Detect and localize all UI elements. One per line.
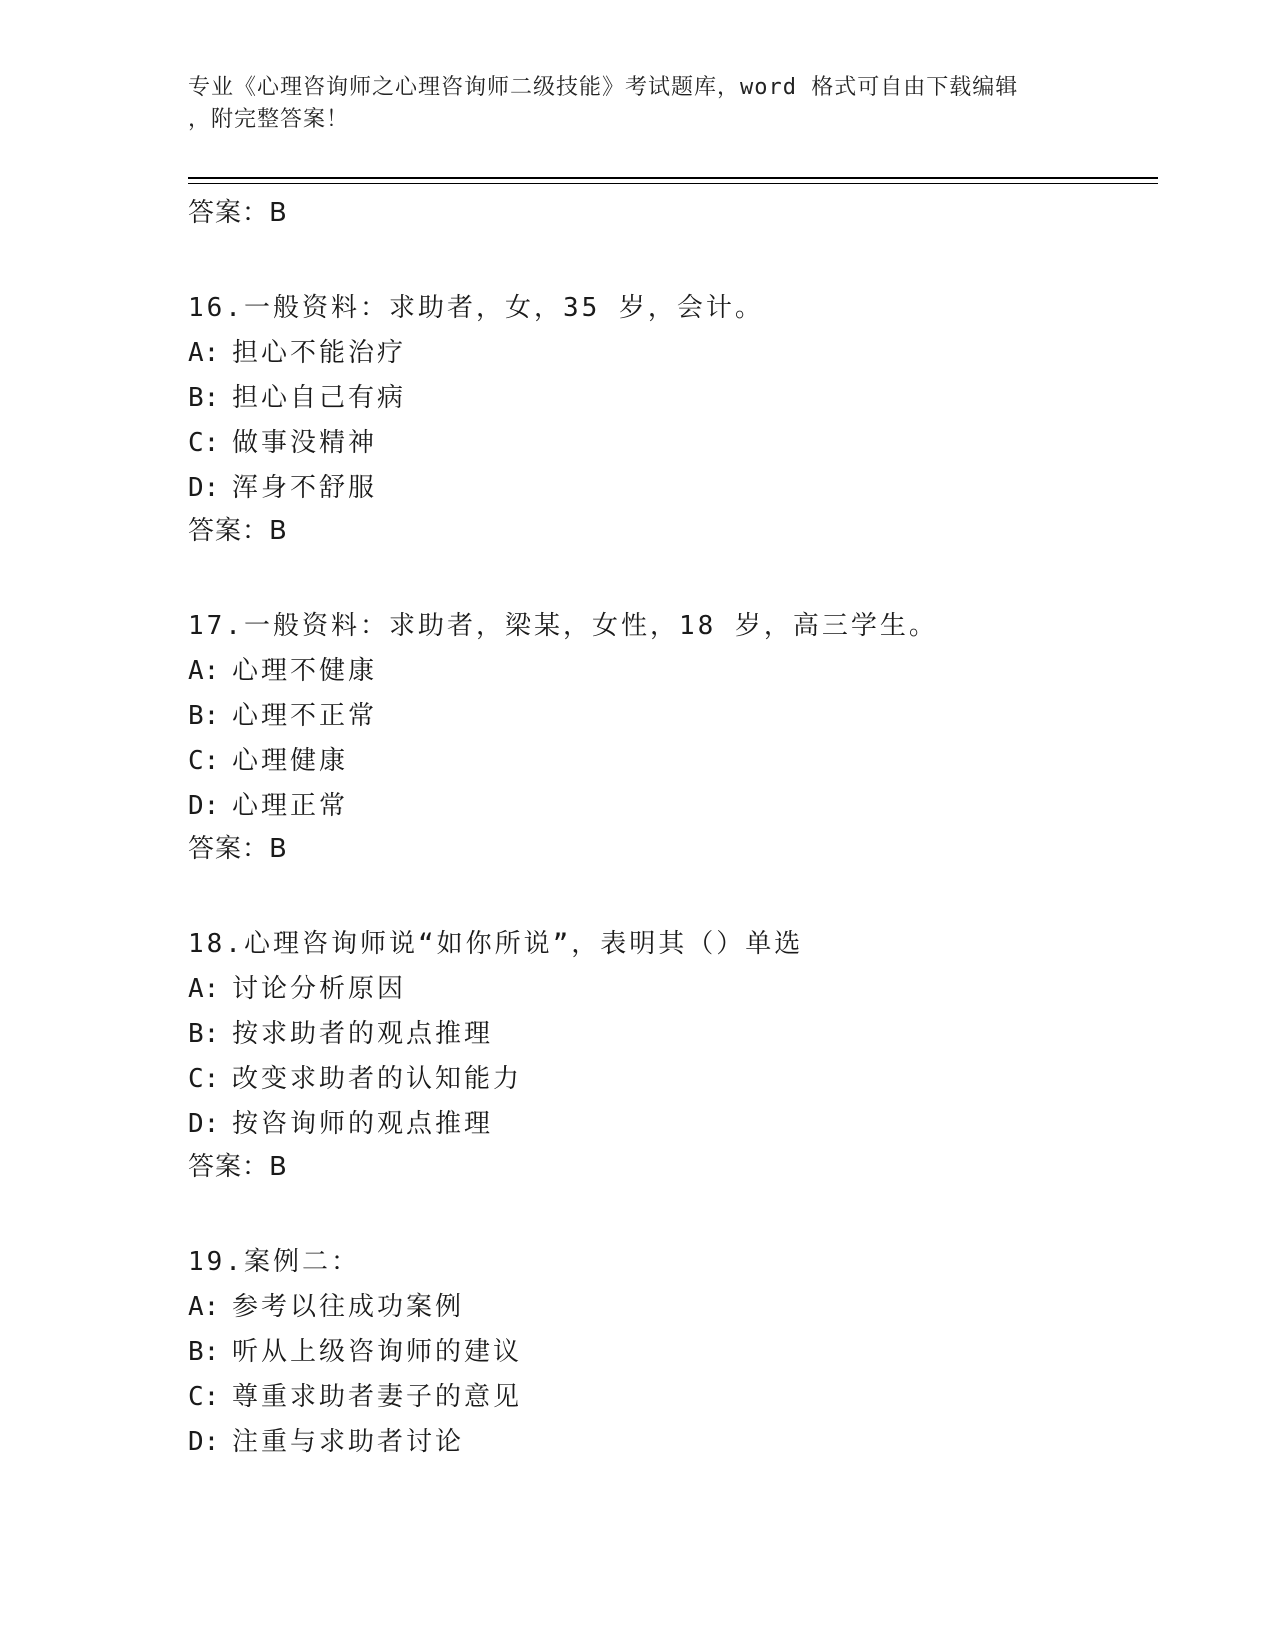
option-letter: C:: [188, 1382, 220, 1412]
option-text: 听从上级咨询师的建议: [232, 1337, 523, 1367]
option-d: [188, 784, 1158, 829]
question-number: 17.: [188, 611, 244, 641]
question-stem: [188, 285, 1158, 331]
question-number: 18.: [188, 929, 244, 959]
option-letter: D:: [188, 791, 220, 821]
option-a: [188, 649, 1158, 694]
answer-line: 答案：B: [188, 516, 288, 546]
answer-line: 答案：B: [188, 834, 288, 864]
option-letter: C:: [188, 1064, 220, 1094]
option-text: 参考以往成功案例: [232, 1292, 465, 1322]
question-text: 案例二：: [243, 1247, 360, 1277]
header-divider-thick: [188, 177, 1158, 179]
question-block: [188, 285, 1158, 551]
option-text: 心理正常: [232, 791, 349, 821]
option-d: [188, 466, 1158, 511]
option-d: [188, 1420, 1158, 1465]
question-stem: [188, 921, 1158, 967]
option-c: [188, 1057, 1158, 1102]
option-letter: A:: [188, 1292, 220, 1322]
option-letter: C:: [188, 428, 220, 458]
option-text: 改变求助者的认知能力: [232, 1064, 523, 1094]
option-b: [188, 694, 1158, 739]
option-c: [188, 739, 1158, 784]
option-letter: A:: [188, 656, 220, 686]
option-c: [188, 421, 1158, 466]
question-number: 16.: [188, 293, 244, 323]
header-divider-thin: [188, 183, 1158, 184]
document-header: [188, 72, 1088, 136]
option-text: 心理健康: [232, 746, 349, 776]
option-text: 心理不健康: [232, 656, 378, 686]
option-text: 担心不能治疗: [232, 338, 407, 368]
option-text: 按求助者的观点推理: [232, 1019, 494, 1049]
option-a: [188, 1285, 1158, 1330]
option-text: 尊重求助者妻子的意见: [232, 1382, 523, 1412]
question-number: 19.: [188, 1247, 244, 1277]
option-b: [188, 1012, 1158, 1057]
option-text: 按咨询师的观点推理: [232, 1109, 494, 1139]
header-line-1: 专业《心理咨询师之心理咨询师二级技能》考试题库，word 格式可自由下载编辑: [188, 75, 1019, 100]
answer-line: 答案：B: [188, 198, 288, 228]
option-letter: B:: [188, 1337, 220, 1367]
option-b: [188, 1330, 1158, 1375]
option-letter: D:: [188, 1427, 220, 1457]
option-letter: B:: [188, 1019, 220, 1049]
option-text: 担心自己有病: [232, 383, 407, 413]
option-c: [188, 1375, 1158, 1420]
question-text: 一般资料：求助者，梁某，女性，18 岁，高三学生。: [243, 611, 938, 641]
option-text: 心理不正常: [232, 701, 378, 731]
option-letter: D:: [188, 1109, 220, 1139]
option-text: 做事没精神: [232, 428, 378, 458]
option-text: 浑身不舒服: [232, 473, 378, 503]
question-block: [188, 603, 1158, 869]
question-block: [188, 921, 1158, 1187]
option-letter: C:: [188, 746, 220, 776]
answer-line: 答案：B: [188, 1152, 288, 1182]
question-list: [188, 193, 1158, 1465]
question-block: [188, 1239, 1158, 1465]
option-letter: A:: [188, 974, 220, 1004]
question-stem: [188, 1239, 1158, 1285]
option-text: 讨论分析原因: [232, 974, 407, 1004]
option-b: [188, 376, 1158, 421]
question-text: 心理咨询师说“如你所说”，表明其（）单选: [243, 929, 804, 959]
option-text: 注重与求助者讨论: [232, 1427, 465, 1457]
question-text: 一般资料：求助者，女，35 岁，会计。: [243, 293, 764, 323]
option-d: [188, 1102, 1158, 1147]
option-letter: A:: [188, 338, 220, 368]
option-letter: D:: [188, 473, 220, 503]
question-stem: [188, 603, 1158, 649]
option-letter: B:: [188, 383, 220, 413]
option-letter: B:: [188, 701, 220, 731]
option-a: [188, 967, 1158, 1012]
option-a: [188, 331, 1158, 376]
header-line-2: ，附完整答案！: [188, 107, 350, 132]
